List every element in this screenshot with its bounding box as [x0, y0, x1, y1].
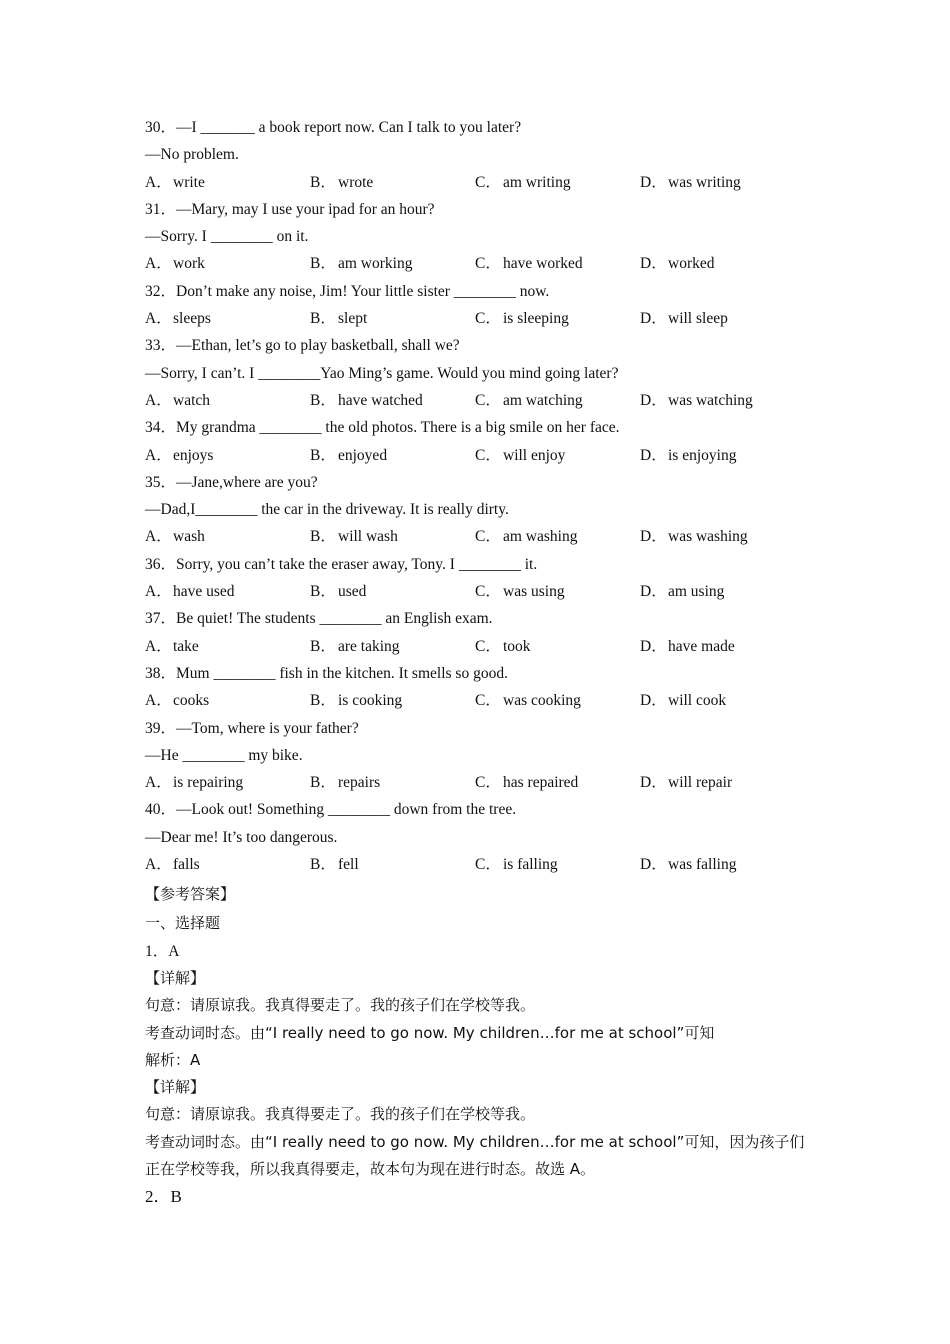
answer-option	[640, 250, 805, 277]
answer-option	[475, 851, 640, 878]
answer-option	[475, 442, 640, 469]
analysis-text: 考查动词时态。由“I really need to go now. My children…for me at school”可知，因为孩子们	[145, 1132, 805, 1151]
question-item	[145, 332, 805, 414]
option-text: sleeps	[173, 310, 211, 328]
question-item	[145, 414, 805, 469]
answer-option	[145, 851, 310, 878]
option-text: was writing	[668, 173, 741, 191]
answer-options	[145, 633, 805, 660]
answer-options	[145, 523, 805, 550]
option-letter: B．	[310, 637, 336, 655]
answer-options	[145, 250, 805, 277]
option-letter: B．	[310, 583, 336, 601]
answer-option	[145, 169, 310, 196]
option-text: was washing	[668, 528, 748, 546]
answer-option	[475, 633, 640, 660]
question-item	[145, 605, 805, 660]
option-text: is cooking	[338, 692, 403, 710]
option-text: watch	[173, 391, 211, 409]
option-text: will enjoy	[503, 446, 566, 464]
option-letter: D．	[640, 774, 667, 792]
option-letter: C．	[475, 774, 501, 792]
answer-options	[145, 169, 805, 196]
answer-option	[640, 305, 805, 332]
answer-option	[640, 687, 805, 714]
option-text: are taking	[338, 637, 400, 655]
answer-option	[145, 442, 310, 469]
question-item	[145, 715, 805, 797]
option-letter: A．	[145, 637, 172, 655]
option-letter: A．	[145, 583, 172, 601]
option-letter: B．	[310, 528, 336, 546]
answer-option	[145, 523, 310, 550]
option-letter: B．	[310, 255, 336, 273]
question-item	[145, 196, 805, 278]
dialogue-line: —Dad,I________ the car in the driveway. It is really dirty.	[145, 501, 509, 519]
option-letter: D．	[640, 583, 667, 601]
option-text: am writing	[503, 173, 571, 191]
option-text: am working	[338, 255, 413, 273]
option-letter: B．	[310, 310, 336, 328]
option-letter: C．	[475, 173, 501, 191]
dialogue-line: —Sorry, I can’t. I ________Yao Ming’s game. Would you mind going later?	[145, 364, 619, 382]
question-stem: 31．—Mary, may I use your ipad for an hour?	[145, 200, 435, 218]
option-letter: C．	[475, 583, 501, 601]
analysis-text-continued: 正在学校等我，所以我真得要走，故本句为现在进行时态。故选 A。	[145, 1159, 596, 1178]
answer-option	[145, 305, 310, 332]
answer-option	[475, 305, 640, 332]
answer-1-label: 1．A	[145, 942, 180, 960]
option-letter: C．	[475, 637, 501, 655]
option-text: wash	[173, 528, 205, 546]
option-text: cooks	[173, 692, 210, 710]
option-letter: D．	[640, 528, 667, 546]
option-letter: A．	[145, 692, 172, 710]
question-stem: 32．Don’t make any noise, Jim! Your little sister ________ now.	[145, 282, 550, 300]
question-item	[145, 278, 805, 333]
question-stem: 34．My grandma ________ the old photos. There is a big smile on her face.	[145, 419, 620, 437]
answer-option	[640, 169, 805, 196]
option-text: am using	[668, 583, 725, 601]
option-text: is falling	[503, 856, 558, 874]
answer-option	[310, 442, 475, 469]
option-letter: D．	[640, 637, 667, 655]
answer-option	[310, 250, 475, 277]
answer-option	[640, 387, 805, 414]
answer-option	[640, 523, 805, 550]
dialogue-line: —Sorry. I ________ on it.	[145, 228, 309, 246]
question-stem: 39．—Tom, where is your father?	[145, 719, 359, 737]
option-letter: D．	[640, 446, 667, 464]
option-text: have watched	[338, 391, 423, 409]
sentence-meaning: 句意：请原谅我。我真得要走了。我的孩子们在学校等我。	[145, 996, 536, 1015]
option-letter: D．	[640, 692, 667, 710]
option-letter: D．	[640, 856, 667, 874]
option-letter: A．	[145, 391, 172, 409]
option-letter: A．	[145, 446, 172, 464]
answer-option	[475, 523, 640, 550]
answer-option	[640, 578, 805, 605]
option-text: falls	[173, 856, 200, 874]
question-item	[145, 796, 805, 878]
question-item	[145, 114, 805, 196]
option-text: take	[173, 637, 199, 655]
option-text: was watching	[668, 391, 753, 409]
answer-options	[145, 769, 805, 796]
option-text: used	[338, 583, 367, 601]
answer-option	[640, 633, 805, 660]
question-stem: 30．—I _______ a book report now. Can I talk to you later?	[145, 119, 522, 136]
answer-options	[145, 578, 805, 605]
option-letter: D．	[640, 255, 667, 273]
detail-heading: 【详解】	[145, 968, 206, 987]
option-text: was falling	[668, 856, 737, 874]
option-text: am watching	[503, 391, 583, 409]
option-text: will repair	[668, 774, 733, 792]
sentence-meaning: 句意：请原谅我。我真得要走了。我的孩子们在学校等我。	[145, 1105, 536, 1124]
option-text: enjoyed	[338, 446, 388, 464]
section-title: 一、选择题	[145, 914, 221, 933]
option-text: took	[503, 637, 531, 655]
question-item	[145, 660, 805, 715]
dialogue-line: —Dear me! It’s too dangerous.	[145, 828, 338, 846]
answer-option	[475, 578, 640, 605]
answer-option	[310, 523, 475, 550]
option-letter: C．	[475, 255, 501, 273]
answer-option	[145, 250, 310, 277]
option-letter: A．	[145, 528, 172, 546]
question-stem: 35．—Jane,where are you?	[145, 473, 318, 491]
question-stem: 36．Sorry, you can’t take the eraser away, Tony. I ________ it.	[145, 555, 538, 573]
option-text: have made	[668, 637, 735, 655]
answer-option	[145, 578, 310, 605]
option-text: enjoys	[173, 446, 214, 464]
dialogue-line: —He ________ my bike.	[145, 746, 303, 764]
answer-section	[145, 878, 805, 1210]
question-item	[145, 551, 805, 606]
answers-heading: 【参考答案】	[145, 885, 236, 904]
option-letter: B．	[310, 173, 336, 191]
answer-option	[310, 633, 475, 660]
option-text: have used	[173, 583, 235, 601]
answer-option	[640, 851, 805, 878]
option-letter: A．	[145, 856, 172, 874]
option-text: has repaired	[503, 774, 579, 792]
option-text: work	[173, 255, 205, 273]
question-stem: 33．—Ethan, let’s go to play basketball, shall we?	[145, 337, 460, 355]
option-letter: C．	[475, 528, 501, 546]
answer-options	[145, 305, 805, 332]
option-text: was using	[503, 583, 565, 601]
question-list	[145, 114, 805, 878]
answer-option	[145, 387, 310, 414]
answer-option	[310, 769, 475, 796]
detail-heading: 【详解】	[145, 1078, 206, 1097]
answer-option	[145, 633, 310, 660]
option-text: write	[173, 173, 205, 191]
option-letter: C．	[475, 310, 501, 328]
dialogue-line: —No problem.	[145, 146, 239, 164]
option-letter: B．	[310, 692, 336, 710]
option-text: will wash	[338, 528, 398, 546]
answer-options	[145, 851, 805, 878]
option-letter: C．	[475, 391, 501, 409]
option-text: repairs	[338, 774, 381, 792]
option-letter: A．	[145, 255, 172, 273]
option-text: will cook	[668, 692, 727, 710]
answer-option	[310, 851, 475, 878]
document-content	[145, 114, 805, 1211]
option-letter: D．	[640, 310, 667, 328]
answer-option	[310, 387, 475, 414]
parse-text: 解析：A	[145, 1050, 201, 1069]
option-text: will sleep	[668, 310, 728, 328]
option-letter: C．	[475, 446, 501, 464]
answer-option	[310, 305, 475, 332]
answer-option	[310, 578, 475, 605]
option-letter: B．	[310, 774, 336, 792]
answer-options	[145, 687, 805, 714]
option-letter: D．	[640, 391, 667, 409]
option-text: is sleeping	[503, 310, 569, 328]
option-letter: B．	[310, 856, 336, 874]
question-stem: 37．Be quiet! The students ________ an English exam.	[145, 610, 493, 628]
question-item	[145, 469, 805, 551]
option-text: slept	[338, 310, 368, 328]
answer-option	[145, 687, 310, 714]
option-letter: C．	[475, 856, 501, 874]
option-letter: D．	[640, 173, 667, 191]
answer-option	[310, 687, 475, 714]
question-stem: 40．—Look out! Something ________ down from the tree.	[145, 801, 517, 819]
answer-options	[145, 387, 805, 414]
option-letter: B．	[310, 391, 336, 409]
answer-option	[475, 387, 640, 414]
answer-option	[475, 769, 640, 796]
answer-option	[145, 769, 310, 796]
option-letter: A．	[145, 310, 172, 328]
option-text: is repairing	[173, 774, 244, 792]
option-text: wrote	[338, 173, 374, 191]
option-letter: C．	[475, 692, 501, 710]
answer-option	[640, 442, 805, 469]
option-text: worked	[668, 255, 715, 273]
question-stem: 38．Mum ________ fish in the kitchen. It smells so good.	[145, 664, 508, 682]
option-letter: A．	[145, 173, 172, 191]
answer-option	[475, 169, 640, 196]
answer-2-label: 2．B	[145, 1187, 182, 1207]
answer-option	[475, 250, 640, 277]
analysis-text: 考查动词时态。由“I really need to go now. My children…for me at school”可知	[145, 1023, 715, 1042]
option-text: fell	[338, 856, 359, 874]
option-text: is enjoying	[668, 446, 737, 464]
option-text: have worked	[503, 255, 583, 273]
answer-option	[475, 687, 640, 714]
answer-options	[145, 442, 805, 469]
answer-option	[310, 169, 475, 196]
answer-option	[640, 769, 805, 796]
option-letter: A．	[145, 774, 172, 792]
option-letter: B．	[310, 446, 336, 464]
option-text: am washing	[503, 528, 578, 546]
option-text: was cooking	[503, 692, 581, 710]
